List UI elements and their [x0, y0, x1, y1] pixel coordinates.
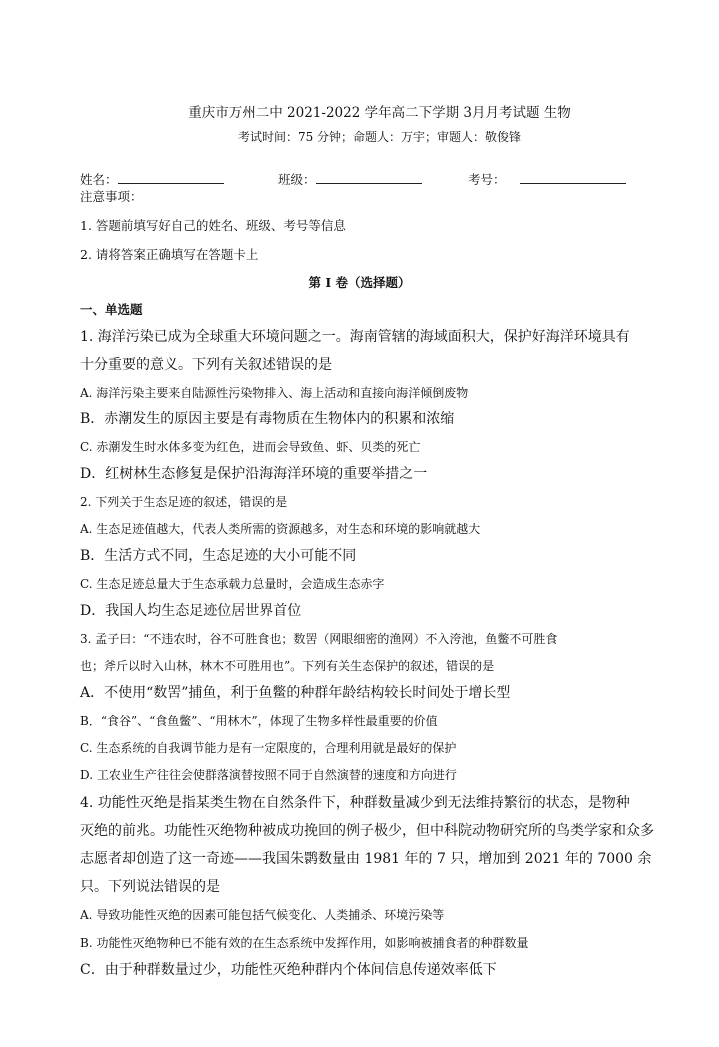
class-blank: [316, 171, 422, 184]
question-3-option-c: C. 生态系统的自我调节能力是有一定限度的，合理利用就是最好的保护: [80, 741, 457, 755]
notes-heading: 注意事项：: [80, 189, 143, 204]
question-1-option-c: C. 赤潮发生时水体多变为红色，进而会导致鱼、虾、贝类的死亡: [80, 440, 421, 454]
question-1-option-d: D．红树林生态修复是保护沿海海洋环境的重要举措之一: [80, 466, 428, 482]
part-title: 一、单选题: [80, 302, 143, 317]
question-1-stem: 十分重要的意义。下列有关叙述错误的是: [80, 357, 332, 373]
section-title: 第 I 卷（选择题）: [308, 275, 411, 290]
question-4-option-a: A. 导致功能性灭绝的因素可能包括气候变化、人类捕杀、环境污染等: [80, 908, 445, 922]
question-3-option-b: B．“食谷”、“食鱼鳖”、“用林木”，体现了生物多样性最重要的价值: [80, 714, 438, 728]
class-label: 班级：: [278, 172, 316, 187]
question-4-stem: 志愿者却创造了这一奇迹——我国朱鹮数量由 1981 年的 7 只，增加到 2021 年的 7000 余: [80, 851, 652, 867]
question-3-stem: 3. 孟子曰：“不违农时，谷不可胜食也；数罟（网眼细密的渔网）不入洿池，鱼鳖不可胜食: [80, 632, 558, 646]
question-1-option-b: B．赤潮发生的原因主要是有毒物质在生物体内的积累和浓缩: [80, 411, 455, 427]
class-field: [278, 170, 422, 188]
question-2-option-c: C. 生态足迹总量大于生态承载力总量时，会造成生态赤字: [80, 577, 385, 591]
id-blank: [520, 171, 626, 184]
question-4-stem: 4. 功能性灭绝是指某类生物在自然条件下，种群数量减少到无法维持繁衍的状态，是物种: [80, 795, 630, 811]
question-2-option-b: B．生活方式不同，生态足迹的大小可能不同: [80, 548, 357, 564]
question-4-stem: 只。下列说法错误的是: [80, 879, 220, 895]
question-3-option-a: A．不使用“数罟”捕鱼，利于鱼鳖的种群年龄结构较长时间处于增长型: [80, 685, 511, 701]
name-field: [80, 170, 224, 188]
note-item: 1. 答题前填写好自己的姓名、班级、考号等信息: [80, 218, 346, 233]
question-2-option-d: D．我国人均生态足迹位居世界首位: [80, 603, 302, 619]
question-3-option-d: D. 工农业生产往往会使群落演替按照不同于自然演替的速度和方向进行: [80, 768, 457, 782]
question-4-option-c: C．由于种群数量过少，功能性灭绝种群内个体间信息传递效率低下: [80, 962, 497, 978]
note-item: 2. 请将答案正确填写在答题卡上: [80, 247, 259, 262]
exam-meta: 考试时间：75 分钟；命题人：万宇；审题人：敬俊锋: [237, 130, 522, 144]
exam-title: 重庆市万州二中 2021-2022 学年高二下学期 3月月考试题 生物: [188, 105, 571, 121]
question-1-option-a: A. 海洋污染主要来自陆源性污染物排入、海上活动和直接向海洋倾倒废物: [80, 386, 469, 400]
question-4-option-b: B. 功能性灭绝物种已不能有效的在生态系统中发挥作用，如影响被捕食者的种群数量: [80, 936, 529, 950]
question-3-stem: 也；斧斤以时入山林，林木不可胜用也”。下列有关生态保护的叙述，错误的是: [80, 659, 495, 673]
id-label: 考号：: [468, 172, 506, 187]
question-4-stem: 灭绝的前兆。功能性灭绝物种被成功挽回的例子极少，但中科院动物研究所的鸟类学家和众多: [80, 823, 654, 839]
name-blank: [118, 171, 224, 184]
question-2-option-a: A. 生态足迹值越大，代表人类所需的资源越多，对生态和环境的影响就越大: [80, 522, 481, 536]
question-2-stem: 2. 下列关于生态足迹的叙述，错误的是: [80, 495, 288, 509]
name-label: 姓名：: [80, 172, 118, 187]
question-1-stem: 1. 海洋污染已成为全球重大环境问题之一。海南管辖的海域面积大，保护好海洋环境具有: [80, 329, 630, 345]
id-field: [468, 170, 626, 188]
